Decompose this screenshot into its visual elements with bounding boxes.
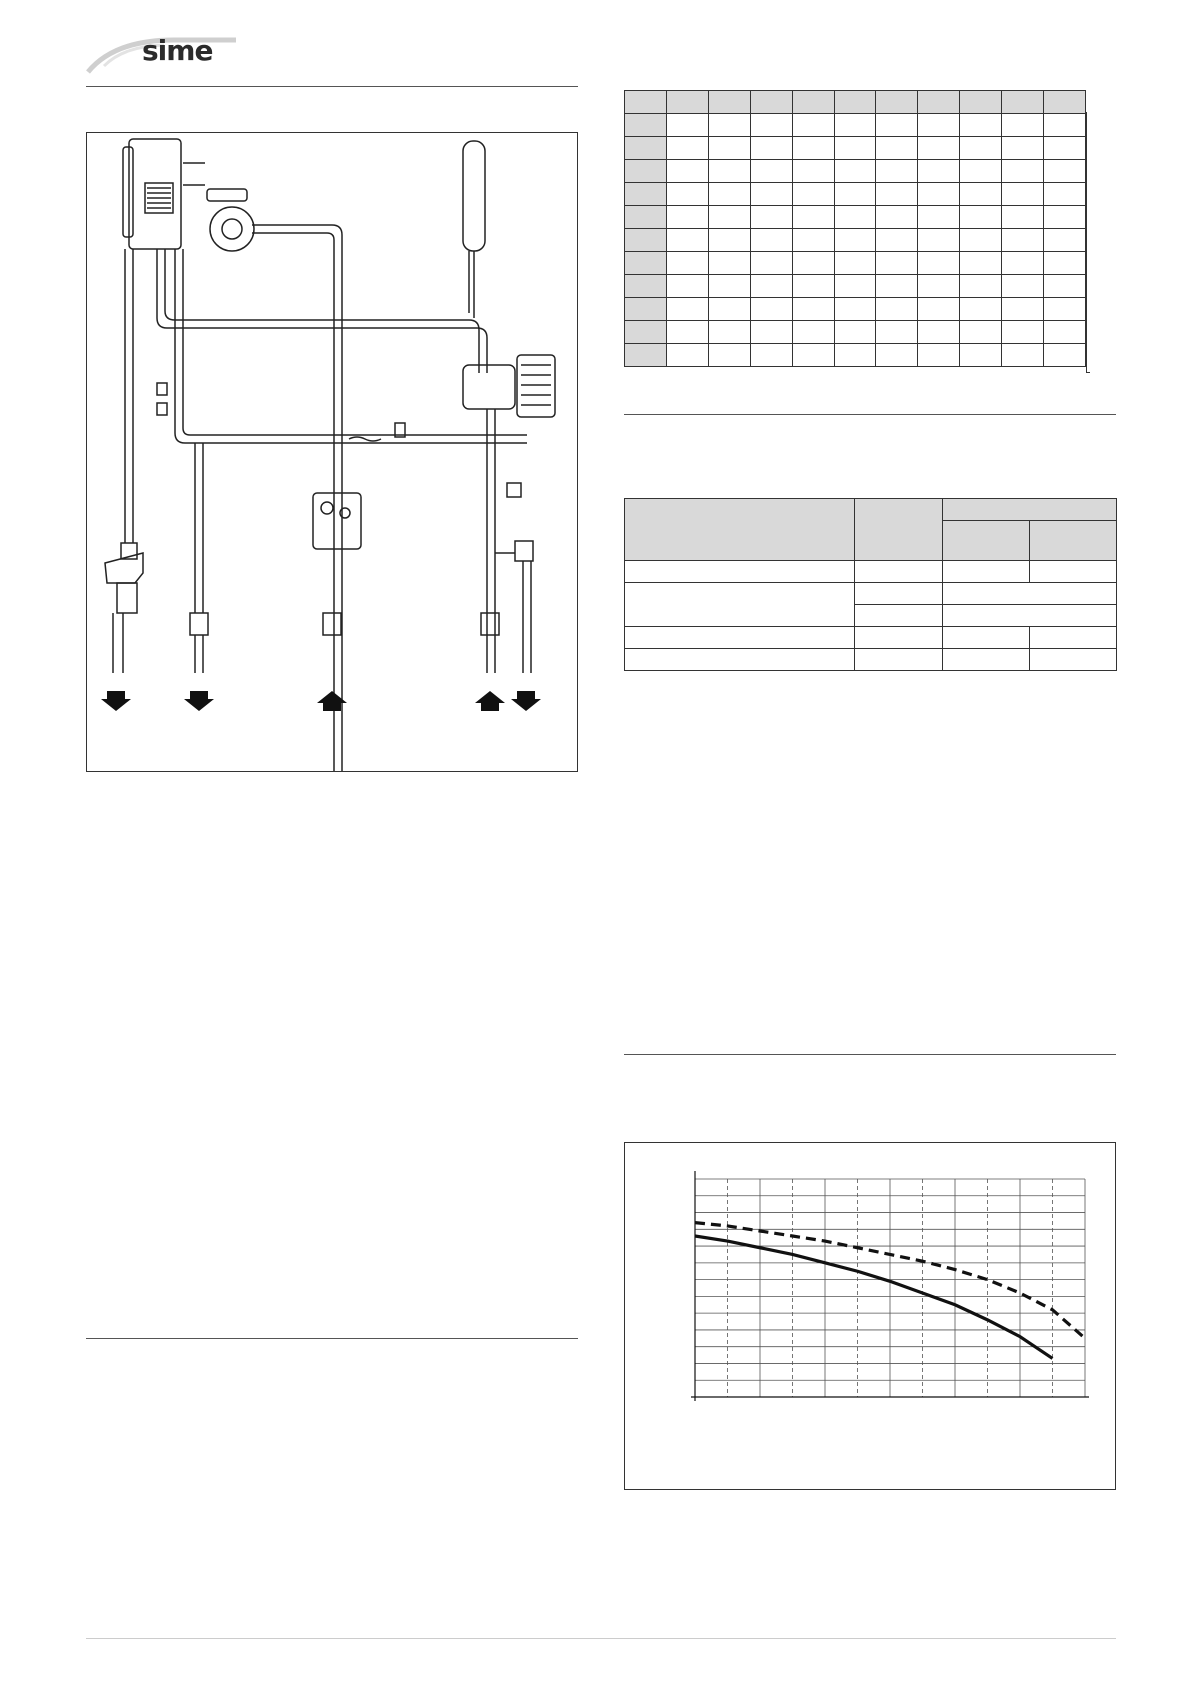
- table-cell: [625, 321, 667, 344]
- table-row: [625, 649, 1117, 671]
- table-cell: [625, 91, 667, 114]
- table-cell: [876, 160, 918, 183]
- table-cell: [750, 298, 792, 321]
- table-cell: [1002, 252, 1044, 275]
- table-cell: [750, 344, 792, 367]
- table-cell: [960, 298, 1002, 321]
- table-cell: [625, 275, 667, 298]
- table-cell: [666, 183, 708, 206]
- grid-table: [624, 90, 1086, 367]
- table-cell: [1002, 321, 1044, 344]
- table-cell: [625, 252, 667, 275]
- table-cell: [834, 252, 876, 275]
- table-cell: [750, 137, 792, 160]
- table-cell: [1002, 160, 1044, 183]
- table-cell: [666, 229, 708, 252]
- table-cell: [918, 137, 960, 160]
- table-cell: [1002, 275, 1044, 298]
- expansion-vessel: [463, 141, 485, 251]
- table-cell: [834, 229, 876, 252]
- table-cell: [876, 206, 918, 229]
- table-cell: [1044, 160, 1086, 183]
- table-cell: [708, 229, 750, 252]
- table-cell: [666, 114, 708, 137]
- table-cell: [708, 275, 750, 298]
- table-cell: [1002, 344, 1044, 367]
- table-cell: [834, 137, 876, 160]
- table-cell: [960, 91, 1002, 114]
- table-row: [625, 252, 1086, 275]
- table-cell: [1044, 298, 1086, 321]
- table-row: [625, 183, 1086, 206]
- table-cell: [834, 206, 876, 229]
- table-cell: [666, 298, 708, 321]
- table-cell: [708, 206, 750, 229]
- table-cell: [1002, 114, 1044, 137]
- table-cell: [876, 321, 918, 344]
- pump-curve-chart-frame: [624, 1142, 1116, 1490]
- table-cell: [834, 114, 876, 137]
- table-row: [625, 627, 1117, 649]
- table-cell: [792, 91, 834, 114]
- brand-name: sime: [142, 34, 213, 67]
- table-cell: [625, 114, 667, 137]
- table-cell: [625, 183, 667, 206]
- table-cell: [625, 137, 667, 160]
- table-cell: [960, 275, 1002, 298]
- table-cell: [666, 137, 708, 160]
- table-cell: [666, 252, 708, 275]
- table-cell: [876, 298, 918, 321]
- table-cell: [960, 344, 1002, 367]
- spec-header-cell: [943, 521, 1030, 561]
- table-cell: [750, 206, 792, 229]
- spec-header-cell: [1030, 521, 1117, 561]
- table-cell: [625, 160, 667, 183]
- table-row: [625, 298, 1086, 321]
- table-cell: [666, 160, 708, 183]
- table-cell: [834, 183, 876, 206]
- safety-valve: [515, 541, 533, 561]
- table-cell: [792, 114, 834, 137]
- section-rule-right-2: [624, 1054, 1116, 1055]
- table-cell: [918, 91, 960, 114]
- table-cell: [792, 298, 834, 321]
- table-cell: [918, 344, 960, 367]
- table-cell: [792, 321, 834, 344]
- spec-header-cell: [943, 499, 1117, 521]
- table-cell: [708, 298, 750, 321]
- table-cell: [708, 321, 750, 344]
- table-cell: [1044, 252, 1086, 275]
- table-cell: [918, 160, 960, 183]
- table-cell: [918, 321, 960, 344]
- hydraulic-diagram-frame: [86, 132, 578, 772]
- table-cell: [1044, 137, 1086, 160]
- arrow-down-icon: [511, 691, 541, 711]
- table-cell: [708, 114, 750, 137]
- table-cell: [876, 229, 918, 252]
- table-cell: [918, 229, 960, 252]
- table-cell: [708, 160, 750, 183]
- table-cell: [834, 321, 876, 344]
- table-cell: [750, 183, 792, 206]
- table-cell: [1002, 183, 1044, 206]
- table-cell: [750, 252, 792, 275]
- footer-rule: [86, 1638, 1116, 1639]
- table-cell: [666, 321, 708, 344]
- table-cell: [708, 137, 750, 160]
- table-cell: [625, 206, 667, 229]
- table-cell: [876, 344, 918, 367]
- table-row: [625, 114, 1086, 137]
- table-cell: [918, 252, 960, 275]
- table-cell: [960, 183, 1002, 206]
- table-cell: [625, 229, 667, 252]
- table-row: [625, 137, 1086, 160]
- table-cell: [834, 160, 876, 183]
- table-cell: [792, 160, 834, 183]
- table-row: [625, 229, 1086, 252]
- table-cell: [876, 91, 918, 114]
- spec-header-cell: [855, 499, 943, 561]
- table-cell: [918, 114, 960, 137]
- table-cell: [960, 160, 1002, 183]
- table-cell: [792, 206, 834, 229]
- table-cell: [876, 252, 918, 275]
- table-cell: [876, 137, 918, 160]
- table-cell: [1002, 137, 1044, 160]
- table-cell: [876, 183, 918, 206]
- table-row: [625, 91, 1086, 114]
- table-cell: [1044, 206, 1086, 229]
- spec-table: [624, 498, 1117, 671]
- table-cell: [750, 114, 792, 137]
- table-cell: [666, 206, 708, 229]
- table-cell: [666, 275, 708, 298]
- table-cell: [918, 206, 960, 229]
- table-cell: [666, 91, 708, 114]
- table-cell: [750, 321, 792, 344]
- table-cell: [708, 252, 750, 275]
- table-cell: [918, 298, 960, 321]
- arrow-down-icon: [101, 691, 131, 711]
- section-rule-left-bottom: [86, 1338, 578, 1339]
- table-cell: [834, 275, 876, 298]
- table-cell: [792, 252, 834, 275]
- spec-header-cell: [625, 499, 855, 561]
- table-cell: [834, 344, 876, 367]
- table-cell: [876, 114, 918, 137]
- table-cell: [1044, 183, 1086, 206]
- table-cell: [666, 344, 708, 367]
- table-cell: [960, 321, 1002, 344]
- table-cell: [625, 344, 667, 367]
- table-cell: [960, 252, 1002, 275]
- table-cell: [750, 160, 792, 183]
- table-cell: [708, 183, 750, 206]
- arrow-down-icon: [184, 691, 214, 711]
- table-cell: [834, 91, 876, 114]
- pressure-sensor: [507, 483, 521, 497]
- table-cell: [1044, 114, 1086, 137]
- table-cell: [960, 114, 1002, 137]
- table-cell: [960, 206, 1002, 229]
- gas-valve: [313, 493, 361, 549]
- table-cell: [750, 275, 792, 298]
- series-line-solid: [695, 1236, 1053, 1358]
- table-cell: [918, 275, 960, 298]
- heating-flow-tap: [190, 613, 208, 635]
- table-cell: [1044, 321, 1086, 344]
- table-cell: [792, 183, 834, 206]
- heating-return-tap: [481, 613, 499, 635]
- arrow-up-icon: [475, 691, 505, 711]
- table-cell: [1044, 275, 1086, 298]
- header-rule-left: [86, 86, 578, 87]
- pump-curve-chart: [625, 1143, 1115, 1489]
- table-row: [625, 344, 1086, 367]
- table-cell: [750, 91, 792, 114]
- table-cell: [625, 298, 667, 321]
- table-cell: [792, 344, 834, 367]
- table-cell: [708, 344, 750, 367]
- table-cell: [750, 229, 792, 252]
- table-cell: [708, 91, 750, 114]
- table-row: [625, 206, 1086, 229]
- hydraulic-circuit-diagram: [87, 133, 577, 771]
- table-row: [625, 561, 1117, 583]
- gas-tap: [323, 613, 341, 635]
- section-rule-right-1: [624, 414, 1116, 415]
- table-cell: [876, 275, 918, 298]
- table-cell: [960, 137, 1002, 160]
- grid-table-shadow: [1086, 112, 1090, 373]
- table-cell: [1044, 91, 1086, 114]
- table-cell: [1002, 229, 1044, 252]
- table-cell: [1002, 206, 1044, 229]
- fan: [210, 207, 254, 251]
- table-row: [625, 275, 1086, 298]
- table-cell: [918, 183, 960, 206]
- table-cell: [792, 137, 834, 160]
- table-cell: [1002, 91, 1044, 114]
- table-cell: [834, 298, 876, 321]
- table-cell: [1002, 298, 1044, 321]
- table-cell: [792, 229, 834, 252]
- pump: [463, 365, 515, 409]
- table-row: [625, 321, 1086, 344]
- table-cell: [1044, 344, 1086, 367]
- table-row: [625, 583, 1117, 605]
- table-cell: [792, 275, 834, 298]
- table-cell: [1044, 229, 1086, 252]
- table-cell: [960, 229, 1002, 252]
- table-row: [625, 160, 1086, 183]
